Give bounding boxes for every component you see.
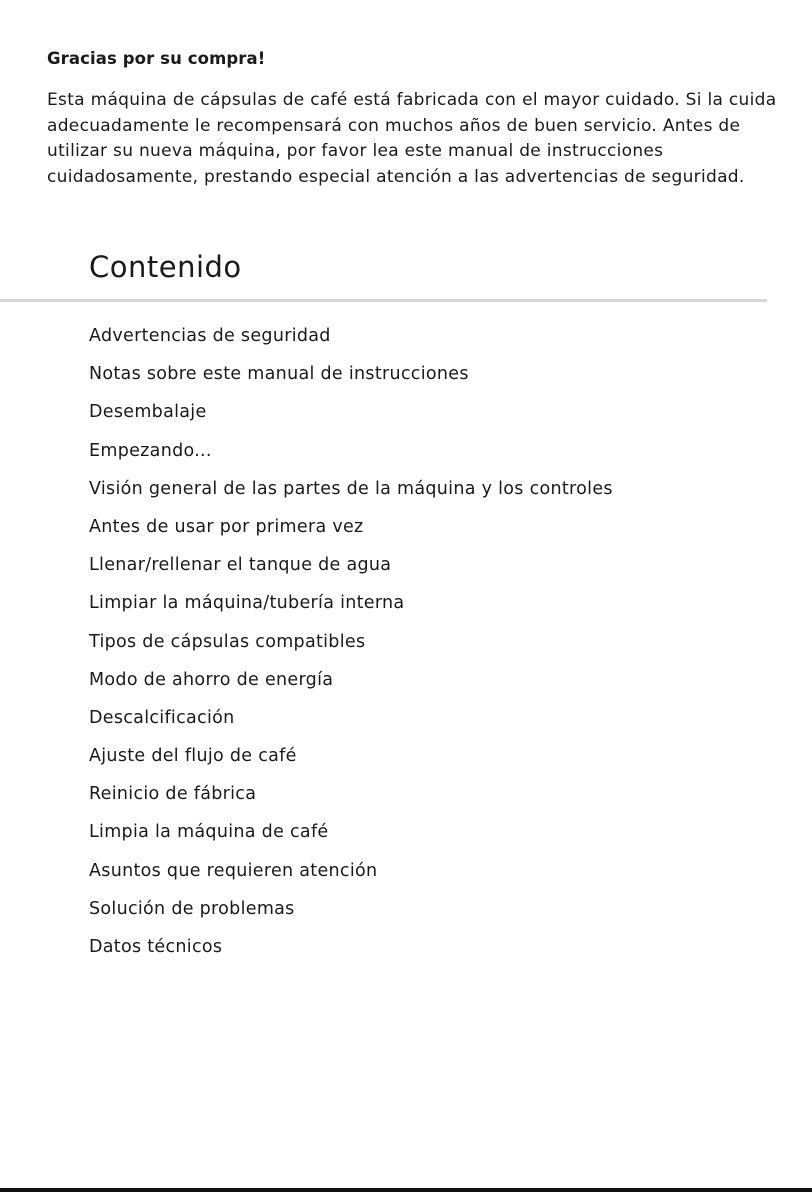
page-bottom-rule — [0, 1188, 812, 1192]
toc-list — [89, 323, 613, 972]
toc-title: Contenido — [89, 250, 242, 284]
toc-item: Limpia la máquina de café — [89, 822, 329, 843]
toc-item: Ajuste del flujo de café — [89, 746, 297, 767]
toc-item: Reinicio de fábrica — [89, 784, 257, 805]
toc-item: Advertencias de seguridad — [89, 326, 331, 346]
thanks-heading: Gracias por su compra! — [47, 49, 266, 68]
toc-divider — [0, 299, 767, 302]
toc-item: Tipos de cápsulas compatibles — [89, 631, 366, 652]
toc-item: Antes de usar por primera vez — [89, 516, 364, 537]
toc-item: Modo de ahorro de energía — [89, 669, 334, 690]
toc-item: Datos técnicos — [89, 937, 223, 957]
toc-item: Asuntos que requieren atención — [89, 860, 378, 881]
toc-item: Llenar/rellenar el tanque de agua — [89, 555, 392, 576]
toc-item: Notas sobre este manual de instrucciones — [89, 364, 469, 385]
intro-paragraph: Esta máquina de cápsulas de café está fabricada con el mayor cuidado. Si la cuida adecuadamente le recompensará con muchos años de buen servicio. Antes de utilizar su nueva máquina, por favor lea este manual de instrucciones cuidadosamente, prestando especial atención a las advertencias de seguridad. — [47, 90, 777, 187]
toc-item: Empezando... — [89, 440, 212, 461]
toc-item: Desembalaje — [89, 402, 207, 423]
toc-item: Descalcificación — [89, 707, 235, 728]
toc-item: Solución de problemas — [89, 898, 295, 919]
toc-item: Visión general de las partes de la máquina y los controles — [89, 478, 613, 499]
toc-item: Limpiar la máquina/tubería interna — [89, 593, 405, 614]
